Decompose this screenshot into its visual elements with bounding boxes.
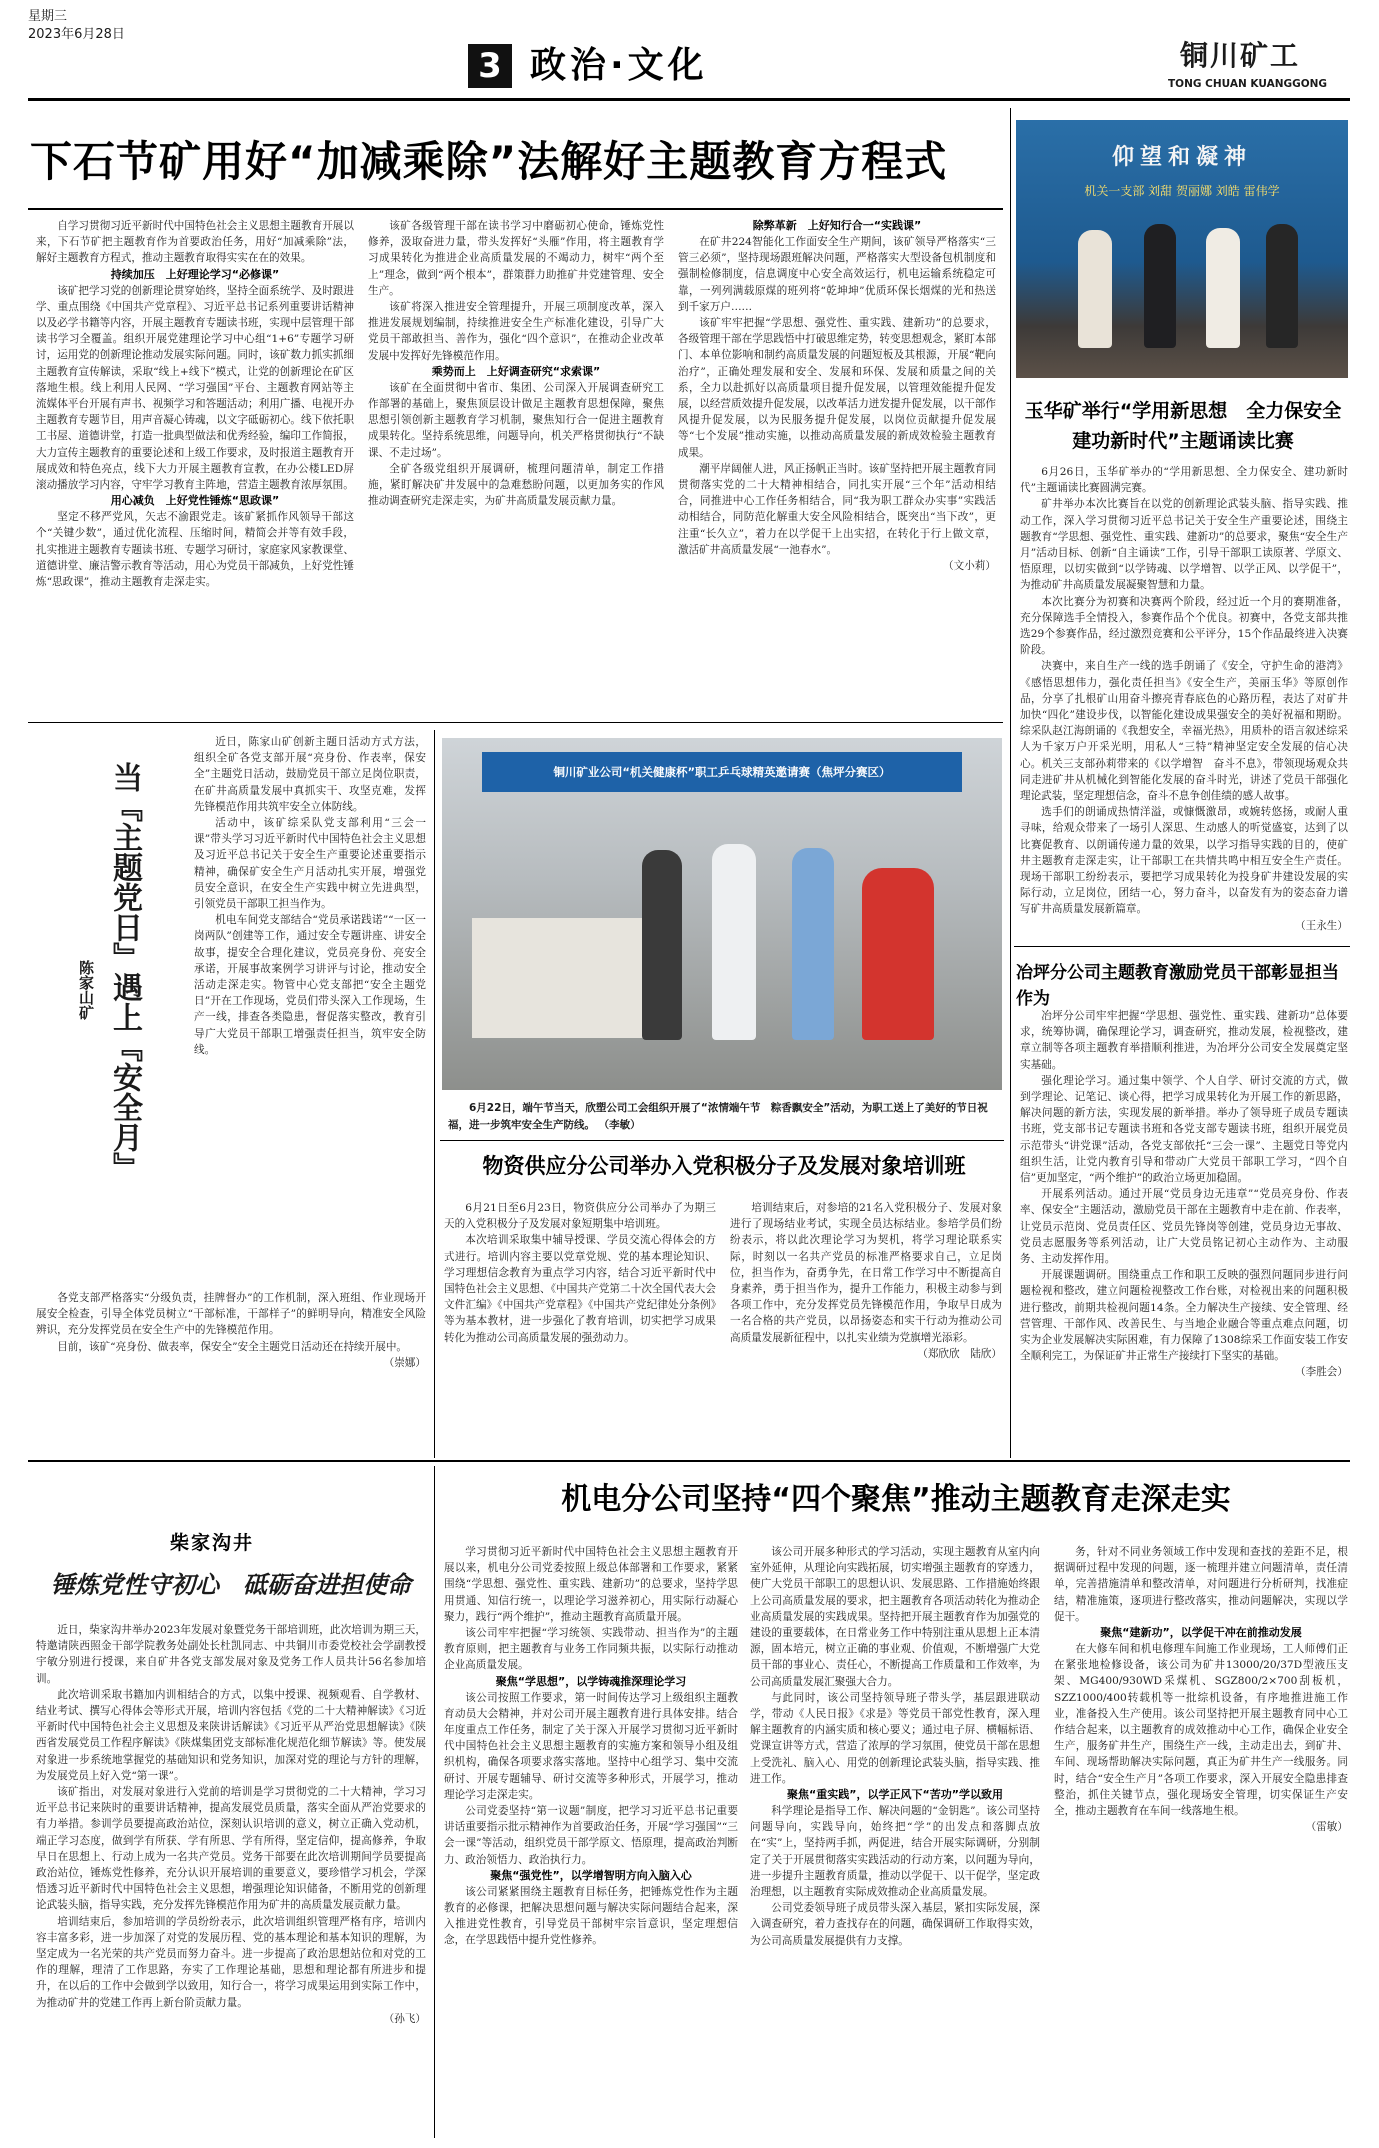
article7-para-4: 该公司开展多种形式的学习活动，实现主题教育从室内向室外延伸，从理论向实践拓展，切实增强主题教育的穿透力，使广大党员干部职工的思想认识、发展思路、工作措施始终跟上公司高质量发展的要求，把主题教育各项活动转化为推动企业高质量发展的实践成果。坚持把开展主题教育作为加强党的建设的重要载体，在日常业务工作中特别注重从思想上正本清源，固本培元，树立正确的事业观、价值观，不断增强广大党员干部的事业心、责任心，不断提高工作质量和工作效率，为公司高质量发展汇聚强大合力。 [750, 1546, 1040, 1688]
article6-para-3: 该矿指出，对发展对象进行入党前的培训是学习贯彻党的二十大精神，学习习近平总书记来陕时的重要讲话精神，提高发展党员质量，落实全面从严治党要求的有力举措。参训学员要提高政治站位，深刻认识培训的意义，树立正确入党动机，端正学习态度，做到学有所获、学有所思、学有所得，坚定信仰，提高修养，争取早日在思想上、行动上成为一名共产党员。党务干部要在此次培训期间学员要提高政治站位，锤炼党性修养，充分认识开展培训的重要意义，要珍惜学习机会，学深悟透习近平新时代中国特色社会主义思想，增强理论知识储备，不断用党的创新理论武装头脑，指导实践，充分发挥先锋模范作用为矿井的高质量发展贡献力量。 [36, 1786, 426, 1912]
article2-headline-line2: 建功新时代”主题诵读比赛 [1072, 430, 1294, 452]
article3-byline: （李胜会） [1295, 1366, 1348, 1379]
article7-subhead-3: 聚焦“重实践”，以学正风下“苦功”学以致用 [787, 1788, 1003, 1802]
section-title: 政治·文化 [530, 45, 708, 86]
article1-para-4: 该矿在全面贯彻中省市、集团、公司深入开展调查研究工作部署的基础上，聚焦顶层设计做足主题教育思想保障，聚焦思想引领创新主题教育学习机制，聚焦知行合一促进主题教育成果转化。坚持系统思维，问题导向，机关严格贯彻执行“不缺课、不走过场”。 [368, 381, 664, 459]
article5-byline: （郑欣欣 陆欣） [917, 1347, 1002, 1360]
article1-col3 [678, 218, 996, 574]
article1-subhead-1: 持续加压 上好理论学习“必修课” [110, 267, 280, 281]
article1-para-3b: 该矿将深入推进安全管理提升，开展三项制度改革，深入推进发展规划编制，持续推进安全生产标准化建设，引导广大党员干部敢担当、善作为，强化“四个意识”，在推动企业改革发展中发挥好先锋模范作用。 [368, 301, 664, 362]
dragon-boat-photo [442, 738, 1002, 1090]
article7-intro2: 该公司牢牢把握“学习统领、实践带动、担当作为”的主题教育原则，把主题教育与业务工作同频共振，以实际行动推动企业高质量发展。 [444, 1627, 738, 1672]
right-column-divider [1010, 108, 1011, 1458]
article2-bottom-rule [1014, 946, 1350, 947]
photo-caption [448, 1100, 1000, 1134]
article5-headline: 物资供应分公司举办入党积极分子及发展对象培训班 [482, 1154, 966, 1178]
photo-person [792, 848, 834, 1040]
photo-person [712, 844, 756, 1040]
article2-para-3: 本次比赛分为初赛和决赛两个阶段，经过近一个月的赛期准备，充分保障选手全情投入，参赛作品个个优良。初赛中，各党支部共推选29个参赛作品，经过激烈竞赛和公平评分，15个作品最终进入决赛阶段。 [1020, 595, 1348, 657]
reciter-figure [1078, 230, 1112, 348]
article1-top-rule [28, 208, 1003, 210]
article7-subhead-2: 聚焦“强党性”，以学增智明方向入脑入心 [490, 1868, 692, 1882]
article4-divider [434, 730, 435, 1458]
article2-para-5: 选手们的朗诵成热情洋溢，或慷慨激昂，或婉转悠扬，或耐人重寻味，给观众带来了一场引人深思、生动感人的听觉盛宴，达到了以比赛促教育、以朗诵传递力量的效果，以学习指导实践的目的，使矿井主题教育走深走实，让干部职工在共情共鸣中相互安全生产责任。现场干部职工纷纷表示，要把学习成果转化为投身矿井建设发展的实际行动，立足岗位，团结一心，努力奋斗，以奋发有为的姿态奋力谱写矿井高质量发展新篇章。 [1020, 806, 1348, 916]
article7-para-7: 务，针对不同业务领域工作中发现和查找的差距不足，根据调研过程中发现的问题，逐一梳理并建立问题清单，责任清单，完善措施清单和整改清单，对问题进行分析研判，找准症结，精准施策，逐项进行整改落实，推动问题解决，实现以学促干。 [1054, 1546, 1348, 1623]
masthead-rule [28, 98, 1350, 101]
article7-subhead-1: 聚焦“学思想”，以学铸魂推深理论学习 [495, 1674, 687, 1688]
article4-para-1: 近日，陈家山矿创新主题日活动方式方法，组织全矿各党支部开展“亮身份、作表率，保安全”主题党日活动，鼓励党员干部立足岗位职责，在矿井高质量发展中真抓实干、攻坚克难，发挥先锋模范作用共筑牢安全立体防线。 [194, 736, 426, 813]
article7-para-8: 在大修车间和机电修理车间施工作业现场，工人师傅们正在紧张地检修设备，该公司为矿井13000/20/37D型液压支架、MG400/930WD采煤机、SGZ800/2×700刮板机，SZZ1000/400转载机等一批综机设备，有序地推进施工作业，准备投入生产使用。该公司坚持把开展主题教育同中心工作结合起来，以主题教育的成效推动中心工作，确保企业安全生产，服务矿井生产，围绕生产一线，主动走出去，到矿井、车间、现场帮助解决实际问题，真正为矿井生产一线服务。同时，结合“安全生产月”各项工作要求，深入开展安全隐患排查整治，抓住关键节点，强化现场安全管理，切实保证生产安全，推动主题教育在车间一线落地生根。 [1054, 1643, 1348, 1818]
article5-col2 [730, 1200, 1002, 1362]
article1-bottom-rule [28, 722, 1003, 723]
article3-para-1: 冶坪分公司牢牢把握“学思想、强党性、重实践、建新功”总体要求，统筹协调，确保理论学习，调查研究，推动发展，检视整改，建章立制等各项主题教育举措顺利推进，为冶坪分公司安全发展奠定坚实基础。 [1020, 1010, 1348, 1071]
article2-para-2: 矿井举办本次比赛旨在以党的创新理论武装头脑、指导实践、推动工作，深入学习贯彻习近平总书记关于安全生产重要论述，围绕主题教育“学思想、强党性、重实践、建新功”的总要求，聚焦“安全生产月”活动目标、创新“自主诵读”工作，引导干部职工读原著、学原文、悟原理，以切实做到“以学铸魂、以学增智、以学正风、以学促干”，为推动矿井高质量发展凝聚智慧和力量。 [1020, 498, 1348, 592]
photo-banner: 铜川矿业公司“机关健康杯”职工乒乓球精英邀请赛（焦坪分赛区） [482, 752, 962, 792]
photo-caption-rule [440, 1140, 1004, 1141]
page-number: 3 [468, 44, 512, 88]
article1-para-2: 坚定不移严党风，矢志不渝跟党走。该矿紧抓作风领导干部这个“关键少数”，通过优化流程、压缩时间，精简会并等有效手段，扎实推进主题教育专题读书班、专题学习研讨，家庭家风家教课堂、道德讲堂、廉洁警示教育等活动，用心为党员干部减负，上好党性锤炼“思政课”，推动主题教育走深走实。 [36, 511, 354, 589]
article6-para-2: 此次培训采取书籍加内训相结合的方式，以集中授课、视频观看、自学教材、结业考试、撰写心得体会等形式开展，培训内容包括《党的二十大精神解读》《习近平新时代中国特色社会主义思想及来陕讲话解读》《习近平从严治党思想解读》《陕西省发展党员工作程序解读》《陕煤集团党支部标准化规范化细节解读》等。使发展对象进一步系统地掌握党的基础知识和党务知识，加深对党的理论与方针的理解，为发展党员上好入党“第一课”。 [36, 1688, 426, 1782]
photo-person [862, 868, 934, 1040]
article5-para-2: 本次培训采取集中辅导授课、学员交流心得体会的方式进行。培训内容主要以党章党规、党的基本理论知识、学习理想信念教育为重点学习内容，结合习近平新时代中国特色社会主义思想、《中国共产党第二十次全国代表大会文件汇编》《中国共产党章程》《中国共产党纪律处分条例》等为基本教材，进一步强化了教育培训，切实把学习成果转化为推动公司高质量发展的强劲动力。 [444, 1234, 716, 1344]
article1-subhead-2: 用心减负 上好党性锤炼“思政课” [110, 494, 280, 508]
article7-para-6: 科学理论是指导工作、解决问题的“金钥匙”。该公司坚持问题导向，实践导向，始终把“学”的出发点和落脚点放在“实”上，坚持两手抓，两促进，结合开展实际调研，分别制定了关于开展贯彻落实实践活动的行动方案，以问题为导向，进一步提升主题教育质量，推动以学促干、以干促学，坚定政治理想，以主题教育实际成效推动企业高质量发展。 [750, 1805, 1040, 1899]
article5-col1 [444, 1200, 716, 1346]
article1-col1 [36, 218, 354, 590]
photo-person [642, 850, 682, 1040]
article1-para-5: 在矿井224智能化工作面安全生产期间，该矿领导严格落实“三管三必须”，坚持现场跟班解决问题，严格落实大型设备包机制度和强制检修制度，信息调度中心安全高效运行，机电运输系统稳定可靠，一列列满载原煤的班列将“乾坤坤”优质环保长烟煤的光和热送到千家万户…… [678, 236, 996, 313]
article7-col1 [444, 1544, 738, 1949]
article3-para-4: 开展课题调研。围绕重点工作和职工反映的强烈问题同步进行问题检视和整改，建立问题检视整改工作台账，对检视出来的问题积极进行整改，前期共检视问题14条。全力解决生产接续、安全管理、经营管理、干部作风、改善民生、与当地企业融合等重点难点问题，切实为企业发展解决实际困难，有力保障了1308综采工作面安装工作安全顺利完工，为保证矿井正常生产接续打下坚实的基础。 [1020, 1269, 1348, 1363]
article1-col2 [368, 218, 664, 509]
article1-para-4b: 全矿各级党组织开展调研，梳理问题清单，制定工作措施，紧盯解决矿井发展中的急难愁盼问题，以更加务实的作风推动调查研究走深走实，为矿井高质量发展贡献力量。 [368, 462, 664, 508]
article7-para-5: 与此同时，该公司坚持领导班子带头学，基层跟进联动学，带动《人民日报》《求是》等党员干部党性教育，深入理解主题教育的内涵实质和核心要义；通过电子屏、横幅标语、党课宣讲等方式，营造了浓厚的学习氛围，使党员干部在思想上受洗礼、脑入心、用党的创新理论武装头脑，指导实践、推进工作。 [750, 1691, 1040, 1785]
article6-headline: 锤炼党性守初心 砥砺奋进担使命 [51, 1570, 411, 1599]
recitation-photo [1016, 120, 1348, 378]
article1-para-6: 该矿牢牢把握“学思想、强党性、重实践、建新功”的总要求，各级管理干部在学思践悟中打破思维定势，转变思想观念，紧盯本部门、本单位影响和制约高质量发展的问题短板及其根源，开展“靶向治疗”，正确处理发展和安全、发展和环保、发展和质量之间的关系，全力以赴抓好以高质量项目提升促发展，以管理效能提升促发展，以经营质效提升促发展，以改革活力迸发提升促发展，以干部作风提升促发展，以为民服务提升促发展，以岗位贡献提升促发展等“七个发展”推动实施，以推动高质量发展的新成效检验主题教育成果。 [678, 317, 996, 459]
article3-headline: 冶坪分公司主题教育激励党员干部彰显担当作为 [1016, 963, 1339, 1009]
article4-vertical-author: 陈家山矿 [77, 960, 95, 1020]
article2-byline: （王永生） [1295, 919, 1348, 932]
article6-body [36, 1622, 426, 2027]
article4-para-3: 机电车间党支部结合“党员承诺践诺”“一区一岗两队”创建等工作，通过安全专题讲座、讲安全故事，提安全合理化建议，党员亮身份、亮安全承诺，开展事故案例学习讲评与讨论，推动安全活动走深走实。物管中心党支部把“安全主题党日”开在工作现场，党员们带头深入工作现场，生产一线，排查各类隐患，督促落实整改，教育引导广大党员干部职工增强责任担当，筑牢安全防线。 [194, 914, 426, 1056]
photo-caption-text: 6月22日，端午节当天，欣塑公司工会组织开展了“浓情端午节 粽香飘安全”活动，为职工送上了美好的节日祝福，进一步筑牢安全生产防线。 [448, 1102, 988, 1131]
article3-body [1020, 1008, 1348, 1381]
masthead-date-block [28, 8, 125, 44]
issue-date: 2023年6月28日 [28, 27, 125, 42]
article2-headline [1016, 396, 1350, 456]
article6-divider [434, 1466, 435, 2138]
article1-para-7: 潮平岸阔催人进，风正扬帆正当时。该矿坚持把开展主题教育同贯彻落实党的二十大精神相结合，同扎实开展“三个年”活动相结合，同推进中心工作任务相结合，同“我为职工群众办实事”实践活动相结合，同防范化解重大安全风险相结合，既突出“当下改”，更注重“长久立”，着力在以学促干上出实招，在转化于行上做文章，激活矿井高质量发展“一池春水”。 [678, 462, 996, 556]
article1-para-1: 该矿把学习党的创新理论贯穿始终，坚持全面系统学、及时跟进学、重点围绕《中国共产党章程》、习近平总书记系列重要讲话精神以及必学书籍等内容，开展主题教育专题读书班，实现中层管理干部读书学习全覆盖。组织开展党建理论学习中心组“1+6”专题学习研讨，运用党的创新理论推动发展实际问题。同时，该矿数力抓实抓细主题教育宣传解读，采取“线上+线下”模式，让党的创新理论在矿区落地生根。线上利用人民网、“学习强国”平台、主题教育网站等主流媒体平台开展有声书、视频学习和答题活动；利用广播、电视开办主题教育专题节目，用声音凝心铸魂，以文字砥砺初心。线下依托职工书屋、道德讲堂，打造一批典型做法和优秀经验，编印工作简报，大力宣传主题教育的重要论述和上级工作要求，及时报道主题教育开展成效和特色亮点，线下大力开展主题教育宣教，在办公楼LED屏滚动播放学习内容，守牢学习教育主阵地，营造主题教育浓厚氛围。 [36, 284, 354, 492]
paper-name: 铜川矿工 [1180, 39, 1301, 72]
article7-para-1: 该公司按照工作要求，第一时间传达学习上级组织主题教育动员大会精神，并对公司开展主题教育进行具体安排。结合年度重点工作任务，制定了关于深入开展学习贯彻习近平新时代中国特色社会主义思想主题教育的实施方案和领导小组及组织机构，确保各项要求落实落地。坚持中心组学习、集中交流研讨、开展专题辅导、研讨交流等多种形式，开展学习，推动理论学习走深走实。 [444, 1691, 738, 1801]
article5-para-3: 培训结束后，对参培的21名入党积极分子、发展对象进行了现场结业考试，实现全员达标结业。参培学员们纷纷表示，将以此次理论学习为契机，将学习理论联系实际，时刻以一名共产党员的标准严格要求自己，立足岗位，担当作为，奋勇争先，在日常工作学习中不断提高自身素养，勇于担当作为，提升工作能力，积极主动参与到各项工作中，充分发挥党员先锋模范作用，争取早日成为一名合格的共产党员，以昂扬姿态和实干行动为推动公司高质量发展新征程中，以扎实业绩为党旗增光添彩。 [730, 1202, 1002, 1344]
article1-subhead-4: 除弊革新 上好知行合一“实践课” [752, 219, 922, 232]
article7-col3 [1054, 1544, 1348, 1835]
recitation-banner-title: 仰望和凝神 [1111, 145, 1252, 170]
article7-subhead-4: 聚焦“建新功”，以学促干冲在前推动发展 [1100, 1626, 1302, 1640]
article7-headline: 机电分公司坚持“四个聚焦”推动主题教育走深走实 [561, 1482, 1231, 1517]
article1-byline: （文小莉） [943, 560, 996, 573]
article4-col-right [194, 734, 426, 1058]
reciter-figure [1266, 224, 1298, 348]
article4-para-2: 活动中，该矿综采队党支部利用“三会一课”带头学习习近平新时代中国特色社会主义思想及习近平总书记关于安全生产重要论述重要指示精神，确保矿安全生产月活动扎实开展，增强党员安全意识，在安全生产实践中树立先进典型，引领党员干部职工担当作为。 [194, 817, 426, 911]
article4-para-4: 各党支部严格落实“分级负责，挂牌督办”的工作机制，深入班组、作业现场开展安全检查，引导全体党员树立“干部标准，干部样子”的鲜明导向，精准安全风险辨识，充分发挥党员在安全生产中的先锋模范作用。 [36, 1292, 426, 1337]
article7-para-3: 该公司紧紧围绕主题教育目标任务，把锤炼党性作为主题教育的必修课，把解决思想问题与解决实际问题结合起来，深入推进党性教育，引导党员干部树牢宗旨意识，坚定理想信念，在学思践悟中提升党性修养。 [444, 1885, 738, 1947]
article2-body [1020, 464, 1348, 934]
reciter-figure [1144, 224, 1176, 348]
article3-para-2: 强化理论学习。通过集中领学、个人自学、研讨交流的方式，做到学理论、记笔记、谈心得，把学习成果转化为开展工作的新思路，解决问题的新方法，实现发展的新举措。举办了领导班子成员专题读书班，党支部书记专题读书班和各党支部专题读书班，组织开展党员示范带头“讲党课”活动，各党支部依托“三会一课”、主题党日等党内组织生活，让党内教育引导和带动广大党员干部职工学习，“四个自信”更加坚定，“两个维护”的政治立场更加稳固。 [1020, 1074, 1348, 1185]
photo-caption-credit: （李敏） [598, 1119, 641, 1131]
recitation-banner-sub: 机关一支部 刘甜 贺丽娜 刘皓 雷伟学 [1084, 184, 1280, 198]
article7-para-2: 公司党委坚持“第一议题”制度，把学习习近平总书记重要讲话重要指示批示精神作为首要政治任务，开展“学习强国”“三会一课”等活动，组织党员干部学原文、悟原理，提高政治判断力、政治领悟力、政治执行力。 [444, 1805, 738, 1866]
reciter-figure [1206, 228, 1240, 348]
article7-para-6b: 公司党委领导班子成员带头深入基层，紧扣实际发展，深入调查研究，着力查找存在的问题，确保调研工作取得实效，为公司高质量发展提供有力支撑。 [750, 1902, 1040, 1947]
article2-para-1: 6月26日，玉华矿举办的“学用新思想、全力保安全、建功新时代”主题诵读比赛圆满完赛。 [1020, 466, 1348, 495]
article5-para-1: 6月21日至6月23日，物资供应分公司举办了为期三天的入党积极分子及发展对象短期集中培训班。 [444, 1202, 716, 1231]
article1-para-3: 该矿各级管理干部在读书学习中磨砺初心使命，锤炼党性修养，汲取奋进力量，带头发挥好“头雁”作用，将主题教育学习成果转化为推进企业高质量发展的不竭动力，树牢“两个至上”理念，做到“两个根本”，群策群力助推矿井党建管理、安全生产。 [368, 220, 664, 297]
article3-para-3: 开展系列活动。通过开展“党员身边无违章”“党员亮身份、作表率、保安全”主题活动，激励党员干部在主题教育中走在前、作表率，让党员示范岗、党员责任区、党员先锋岗等创建，党员身边无事故、党员志愿服务等系列活动，让广大党员铭记初心主动作为、主动服务、主动发挥作用。 [1020, 1188, 1348, 1266]
article1-intro: 自学习贯彻习近平新时代中国特色社会主义思想主题教育开展以来，下石节矿把主题教育作为首要政治任务，用好“加减乘除”法，解好主题教育方程式，推动主题教育取得实实在在的效果。 [36, 220, 354, 265]
article4-para-5: 目前，该矿“亮身份、做表率，保安全”安全主题党日活动还在持续开展中。 [57, 1340, 408, 1353]
article6-para-1: 近日，柴家沟井举办2023年发展对象暨党务干部培训班，此次培训为期三天，特邀请陕西照金干部学院教务处副处长杜凯同志、中共铜川市委党校社会学副教授宇敏分别进行授课，来自矿井各党支部发展对象及党务工作人员共计56名参加培训。 [36, 1624, 426, 1685]
article6-para-4: 培训结束后，参加培训的学员纷纷表示，此次培训组织管理严格有序，培训内容丰富多彩，进一步加深了对党的发展历程、党的基本理论和基本知识的理解，为坚定成为一名光荣的共产党员而努力奋斗。进一步提高了政治思想站位和对党的工作的理解，理清了工作思路，夯实了工作理论基础，思想和理论都有所进步和提升，在以后的工作中会做到学以致用，知行合一，将学习成果运用到实际工作中，为推动矿井的党建工作再上新台阶贡献力量。 [36, 1915, 426, 2009]
article4-byline: （崇娜） [383, 1356, 426, 1369]
lower-section-rule [28, 1460, 1350, 1462]
article7-col2 [750, 1544, 1040, 1949]
weekday: 星期三 [28, 9, 68, 24]
article7-byline: （雷敏） [1305, 1821, 1348, 1834]
article2-para-4: 决赛中，来自生产一线的选手朗诵了《安全，守护生命的港湾》《感悟思想伟力，强化责任担当》《安全生产，美丽玉华》等原创作品，分享了扎根矿山用奋斗擦亮青春底色的心路历程，表达了对矿井加快“四化”建设步伐，以智能化建设成果强安全的美好祝福和期盼。综采队赵江海朗诵的《我想安全，幸福光热》，用质朴的语言叙述综采人为千家万户开采光明，用私人“三特”精神坚定安全发展的信心决心。机关三支部孙莉带来的《以学增智 奋斗不息》，带领现场观众共同走进矿井从机械化到智能化发展的奋斗时光，讲述了党员干部强化理论武装，坚定理想信念，奋斗不息争创佳绩的感人故事。 [1020, 660, 1348, 803]
paper-pinyin: TONG CHUAN KUANGGONG [1168, 78, 1328, 90]
article4-vertical-headline: 当『主题党日』遇上『安全月』 [107, 762, 142, 1182]
article7-intro: 学习贯彻习近平新时代中国特色社会主义思想主题教育开展以来，机电分公司党委按照上级总体部署和工作要求，紧紧围绕“学思想、强党性、重实践、建新功”的总要求，坚持学思用贯通、知信行统一，以理论学习滋养初心，用实际行动凝心聚力，践行“两个维护”，推动主题教育高质量开展。 [444, 1546, 738, 1623]
article1-headline: 下石节矿用好“加减乘除”法解好主题教育方程式 [30, 137, 948, 186]
article4-col-bottom [36, 1290, 426, 1371]
article6-unit: 柴家沟井 [170, 1532, 255, 1554]
article6-byline: （孙飞） [383, 2012, 426, 2025]
article2-headline-line1: 玉华矿举行“学用新思想 全力保安全 [1024, 400, 1342, 422]
article1-subhead-3: 乘势而上 上好调查研究“求索课” [431, 364, 601, 378]
